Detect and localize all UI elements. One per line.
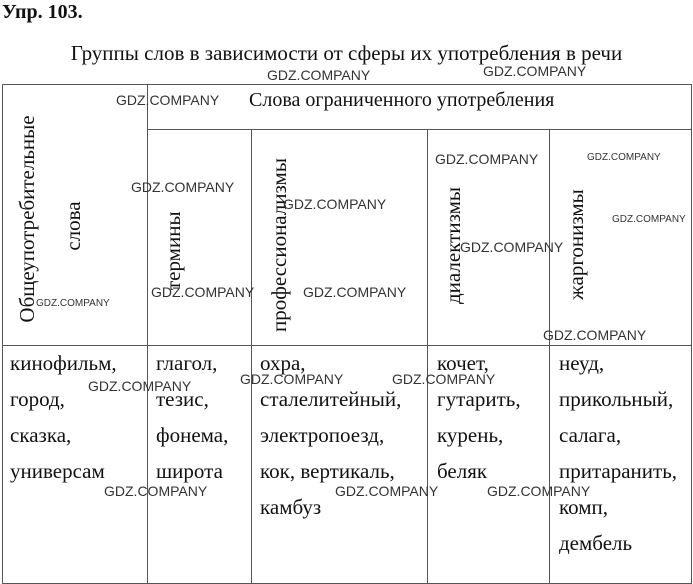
watermark: GDZ.COMPANY: [151, 284, 255, 300]
dialectisms-header: диалектизмы: [441, 187, 465, 304]
list-item: притаранить,: [559, 459, 678, 483]
list-item: универсам: [10, 459, 105, 483]
general-words-list: [10, 350, 117, 494]
list-item: неуд,: [559, 351, 605, 375]
list-item: дембель: [559, 531, 633, 555]
column-divider-general: [147, 84, 148, 584]
list-item: беляк: [437, 459, 488, 483]
watermark: GDZ.COMPANY: [612, 214, 686, 225]
list-item: охра,: [260, 351, 306, 375]
watermark: GDZ.COMPANY: [483, 63, 587, 79]
table-left-border: [2, 84, 3, 584]
list-item: сталелитейный,: [260, 387, 402, 411]
list-item: камбуз: [260, 495, 322, 519]
list-item: сказка,: [10, 423, 72, 447]
watermark: GDZ.COMPANY: [131, 179, 235, 195]
watermark: GDZ.COMPANY: [36, 298, 110, 309]
table-title: Группы слов в зависимости от сферы их употребления в речи: [70, 41, 623, 65]
watermark: GDZ.COMPANY: [240, 371, 344, 387]
list-item: тезис,: [156, 387, 209, 411]
table-top-border: [2, 84, 692, 85]
terms-header: термины: [161, 211, 185, 290]
restricted-words-header: Слова ограниченного употребления: [249, 89, 555, 111]
list-item: широта: [156, 459, 223, 483]
watermark: GDZ.COMPANY: [116, 92, 220, 108]
list-item: курень,: [437, 423, 504, 447]
list-item: салага,: [559, 423, 622, 447]
watermark: GDZ.COMPANY: [487, 483, 591, 499]
watermark: GDZ.COMPANY: [267, 67, 371, 83]
list-item: фонема,: [156, 423, 229, 447]
list-item: город,: [10, 387, 65, 411]
column-divider-dialectisms: [549, 129, 550, 584]
watermark: GDZ.COMPANY: [335, 483, 439, 499]
list-item: гутарить,: [437, 387, 521, 411]
column-divider-professionalisms: [427, 129, 428, 584]
jargonisms-list: [559, 350, 677, 566]
general-words-header-line1: Общеупотребительные: [15, 115, 39, 323]
watermark: GDZ.COMPANY: [392, 371, 496, 387]
watermark: GDZ.COMPANY: [460, 239, 564, 255]
list-item: кинофильм,: [10, 351, 117, 375]
list-item: глагол,: [156, 351, 218, 375]
table-right-border: [691, 84, 692, 584]
watermark: GDZ.COMPANY: [283, 196, 387, 212]
list-item: электропоезд,: [260, 423, 385, 447]
professionalisms-header: профессионализмы: [267, 158, 291, 332]
watermark: GDZ.COMPANY: [104, 483, 208, 499]
list-item: кок, вертикаль,: [260, 459, 395, 483]
watermark: GDZ.COMPANY: [303, 284, 407, 300]
column-divider-terms: [251, 129, 252, 584]
general-words-header-line2: слова: [61, 201, 85, 251]
watermark: GDZ.COMPANY: [88, 378, 192, 394]
terms-list: [156, 350, 228, 494]
restricted-header-divider: [147, 129, 692, 130]
watermark: GDZ.COMPANY: [435, 151, 539, 167]
watermark: GDZ.COMPANY: [543, 327, 647, 343]
list-item: кочет,: [437, 351, 489, 375]
jargonisms-header: жаргонизмы: [564, 189, 588, 300]
list-item: прикольный,: [559, 387, 674, 411]
header-body-divider: [2, 345, 692, 346]
watermark: GDZ.COMPANY: [587, 152, 661, 163]
exercise-number: Упр. 103.: [2, 1, 83, 23]
list-item: комп,: [559, 495, 609, 519]
